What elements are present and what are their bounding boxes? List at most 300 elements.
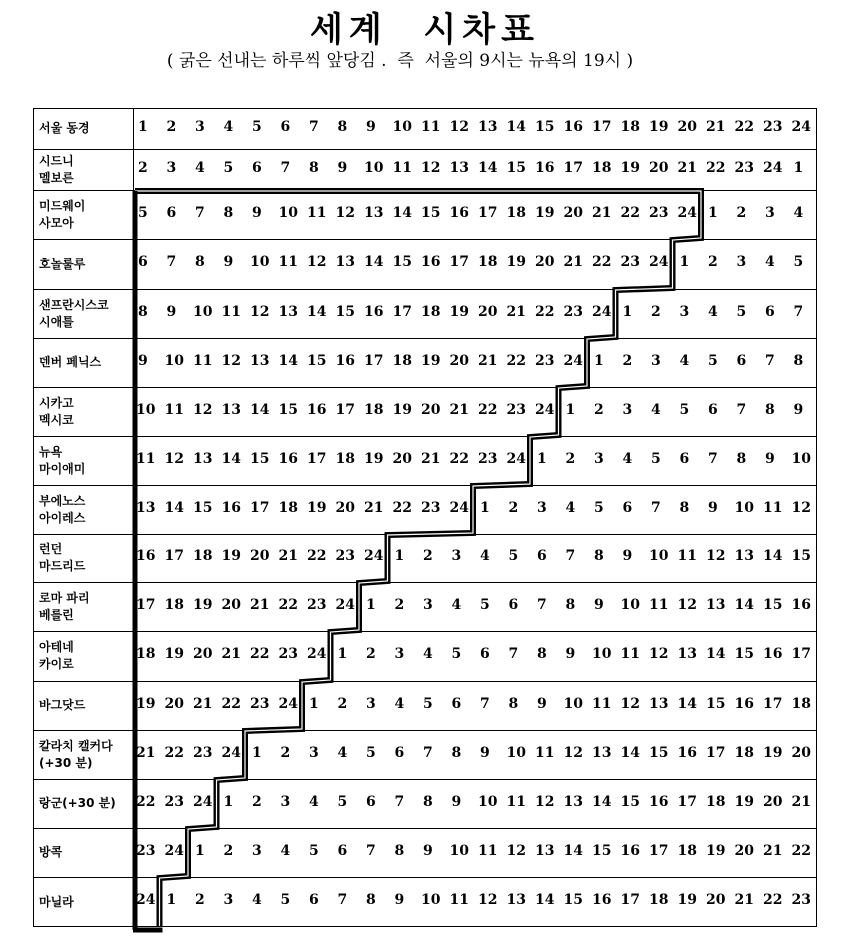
hour-cell: 1: [565, 401, 576, 418]
hour-cell: 8: [337, 118, 348, 135]
hour-cell: 22: [136, 793, 156, 810]
hour-cell: 11: [193, 352, 213, 369]
hour-cell: 7: [423, 744, 433, 761]
hour-cell: 12: [478, 892, 498, 908]
hour-cell: 16: [734, 695, 754, 712]
hour-cell: 18: [677, 842, 697, 859]
hour-cell: 6: [508, 596, 519, 613]
hour-cell: 18: [734, 744, 754, 761]
hour-cell: 9: [594, 596, 604, 613]
hour-cell: 3: [537, 499, 547, 516]
hour-cell: 14: [620, 744, 640, 761]
city-label-line: 로마 파리: [39, 590, 90, 605]
hour-cell: 20: [535, 254, 555, 270]
hour-cell: 20: [392, 450, 412, 467]
hour-cell: 5: [708, 352, 718, 369]
hour-cell: 13: [136, 499, 156, 516]
hour-cell: 6: [622, 499, 633, 516]
hour-cell: 15: [278, 401, 298, 418]
hour-cell: 15: [535, 118, 555, 135]
hour-cell: 8: [394, 842, 405, 859]
hour-cell: 2: [252, 793, 262, 810]
hour-cell: 16: [221, 499, 241, 516]
hour-cell: 11: [677, 548, 697, 564]
hour-cell: 6: [708, 401, 718, 418]
hour-cell: 3: [280, 793, 291, 810]
hour-cell: 19: [535, 204, 555, 221]
hour-cell: 17: [449, 254, 469, 270]
hour-cell: 3: [223, 892, 234, 908]
hour-cell: 6: [337, 842, 348, 859]
hour-cell: 4: [337, 744, 348, 761]
city-label-line: 덴버 페닉스: [39, 355, 102, 369]
hour-cell: 2: [736, 204, 747, 221]
hour-cell: 12: [307, 254, 327, 270]
hour-cell: 9: [252, 204, 262, 221]
hour-cell: 13: [449, 159, 469, 176]
hour-cell: 13: [592, 744, 612, 761]
hour-cell: 19: [620, 159, 640, 176]
hour-cell: 17: [763, 695, 783, 712]
hour-cell: 24: [677, 204, 697, 221]
hour-cell: 3: [195, 118, 205, 135]
hour-cell: 13: [250, 352, 270, 369]
hour-cell: 11: [307, 204, 327, 221]
hour-cell: 8: [565, 596, 576, 613]
city-label: [39, 354, 101, 371]
city-label-line: 베를린: [39, 607, 74, 622]
hour-cell: 21: [677, 159, 697, 176]
hour-cell: 23: [136, 842, 156, 859]
page-subtitle: ( 굵은 선내는 하루씩 앞당김 . 즉 서울의 9시는 뉴욕의 19시 ): [166, 51, 634, 71]
hour-cell: 5: [736, 303, 747, 320]
hour-cell: 2: [166, 118, 177, 135]
hour-cell: 10: [620, 596, 640, 613]
hour-cell: 14: [478, 159, 498, 176]
hour-cell: 14: [392, 204, 412, 221]
hour-cell: 21: [478, 352, 498, 369]
hour-cell: 1: [537, 450, 547, 467]
hour-cell: 14: [278, 352, 298, 369]
hour-cell: 16: [563, 118, 583, 135]
hour-cell: 1: [708, 204, 718, 221]
hour-cell: 20: [734, 842, 754, 859]
hour-cell: 19: [506, 254, 526, 270]
city-label: [39, 395, 74, 429]
hour-cell: 5: [309, 842, 319, 859]
hour-cell: 11: [506, 793, 526, 810]
hour-cell: 17: [620, 892, 640, 908]
hour-cell: 23: [164, 793, 184, 810]
hour-cell: 22: [307, 548, 327, 564]
hour-cell: 20: [449, 352, 469, 369]
hour-cell: 15: [763, 596, 783, 613]
hour-cell: 5: [223, 159, 234, 176]
hour-cell: 21: [250, 596, 270, 613]
hour-cell: 5: [252, 118, 262, 135]
hour-cell: 3: [366, 695, 376, 712]
hour-cell: 2: [565, 450, 576, 467]
hour-cell: 5: [480, 596, 490, 613]
city-label-line: 호놀룰루: [39, 256, 86, 271]
hour-cell: 1: [793, 159, 804, 176]
hour-cell: 16: [449, 204, 469, 221]
hour-cell: 7: [280, 159, 291, 176]
hour-cell: 16: [421, 254, 441, 270]
hour-cell: 10: [478, 793, 498, 810]
hour-cell: 4: [651, 401, 661, 418]
city-label: [39, 795, 116, 812]
hour-cell: 5: [451, 646, 462, 662]
hour-cell: 14: [734, 596, 754, 613]
page-title: 세계 시차표: [310, 10, 540, 50]
hour-cell: 8: [679, 499, 690, 516]
hour-cell: 15: [791, 548, 811, 564]
hour-cell: 2: [366, 646, 376, 662]
hour-cell: 22: [164, 744, 184, 761]
hour-cell: 17: [478, 204, 498, 221]
hour-cell: 3: [394, 646, 405, 662]
hour-cell: 8: [594, 548, 604, 564]
hour-cell: 22: [734, 118, 754, 135]
hour-cell: 9: [138, 352, 148, 369]
hour-cell: 24: [221, 744, 241, 761]
hour-cell: 15: [506, 159, 526, 176]
hour-cell: 20: [193, 646, 213, 662]
city-label: [39, 738, 113, 772]
hour-cell: 9: [765, 450, 775, 467]
hour-cell: 18: [136, 646, 156, 662]
hour-cell: 7: [765, 352, 775, 369]
hour-cell: 4: [622, 450, 633, 467]
hour-cell: 18: [620, 118, 640, 135]
hour-cell: 22: [592, 254, 612, 270]
hour-cell: 9: [366, 118, 376, 135]
city-label-line: 바그닷드: [39, 698, 86, 712]
hour-cell: 18: [364, 401, 384, 418]
hour-cell: 21: [136, 744, 156, 761]
city-label-line: 랑군(+30 분): [39, 796, 116, 810]
hour-cell: 6: [252, 159, 262, 176]
hour-cell: 14: [164, 499, 184, 516]
hour-cell: 21: [449, 401, 469, 418]
hour-cell: 4: [480, 548, 490, 564]
hour-cell: 24: [164, 842, 184, 859]
hour-cell: 21: [506, 303, 526, 320]
city-label-line: 카이로: [39, 657, 74, 671]
hour-cell: 23: [563, 303, 583, 320]
hour-cell: 18: [649, 892, 669, 908]
hour-cell: 17: [136, 596, 156, 613]
hour-cell: 24: [335, 596, 355, 613]
hour-cell: 6: [679, 450, 690, 467]
hour-cell: 24: [649, 254, 669, 270]
city-label: [39, 444, 85, 478]
hour-cell: 21: [592, 204, 612, 221]
hour-cell: 12: [506, 842, 526, 859]
city-label-line: 멜보른: [39, 170, 74, 185]
hour-cell: 24: [592, 303, 612, 320]
hour-cell: 10: [278, 204, 298, 221]
city-label: [39, 894, 74, 911]
hour-cell: 6: [366, 793, 376, 810]
hour-cell: 1: [679, 254, 690, 270]
city-label-line: 샌프란시스코: [39, 297, 109, 312]
hour-cell: 9: [480, 744, 490, 761]
hour-cell: 16: [649, 793, 669, 810]
hour-cell: 23: [278, 646, 298, 662]
hour-cell: 21: [421, 450, 441, 467]
hour-cell: 19: [307, 499, 327, 516]
hour-cell: 3: [451, 548, 462, 564]
hour-cell: 24: [791, 118, 811, 135]
hour-cell: 15: [649, 744, 669, 761]
hour-cell: 18: [506, 204, 526, 221]
hour-cell: 19: [136, 695, 156, 712]
city-label-line: 아테네: [39, 640, 74, 654]
hour-cell: 5: [138, 204, 148, 221]
hour-cell: 9: [451, 793, 462, 810]
hour-cell: 3: [651, 352, 661, 369]
hour-cell: 7: [736, 401, 747, 418]
hour-cell: 23: [506, 401, 526, 418]
hour-cell: 10: [164, 352, 184, 369]
hour-cell: 6: [480, 646, 490, 662]
hour-cell: 19: [706, 842, 726, 859]
hour-cell: 4: [280, 842, 291, 859]
city-label: [39, 153, 74, 187]
hour-cell: 4: [252, 892, 262, 908]
hour-cell: 6: [166, 204, 177, 221]
hour-cell: 18: [706, 793, 726, 810]
hour-cell: 11: [164, 401, 184, 418]
hour-cell: 22: [763, 892, 783, 908]
hour-cell: 22: [706, 159, 726, 176]
hour-cell: 3: [309, 744, 319, 761]
hour-cell: 19: [677, 892, 697, 908]
hour-cell: 5: [423, 695, 433, 712]
hour-cell: 9: [337, 159, 348, 176]
city-label-line: 칼라치 캘커다: [39, 738, 113, 753]
hour-cell: 3: [679, 303, 690, 320]
hour-cell: 12: [449, 118, 469, 135]
hour-cell: 22: [535, 303, 555, 320]
hour-cell: 15: [307, 352, 327, 369]
hour-cell: 13: [734, 548, 754, 564]
hour-cell: 13: [535, 842, 555, 859]
hour-cell: 2: [622, 352, 633, 369]
hour-cell: 4: [565, 499, 576, 516]
hour-cell: 13: [335, 254, 355, 270]
hour-cell: 22: [478, 401, 498, 418]
hour-cell: 14: [364, 254, 384, 270]
city-label-line: 멕시코: [39, 412, 74, 427]
city-label: [39, 590, 90, 624]
hour-cell: 23: [193, 744, 213, 761]
hour-cell: 18: [392, 352, 412, 369]
hour-cell: 21: [734, 892, 754, 908]
hour-cell: 1: [223, 793, 234, 810]
hour-cell: 4: [309, 793, 319, 810]
hour-cell: 8: [508, 695, 519, 712]
hour-cell: 19: [193, 596, 213, 613]
hour-cell: 21: [278, 548, 298, 564]
hour-cell: 17: [307, 450, 327, 467]
hour-cell: 21: [791, 793, 811, 810]
hour-cell: 9: [423, 842, 433, 859]
city-label: [39, 493, 85, 527]
hour-cell: 21: [221, 646, 241, 662]
hour-cell: 9: [537, 695, 547, 712]
city-label-line: (+30 분): [39, 755, 93, 770]
hour-cell: 12: [164, 450, 184, 467]
hour-cell: 23: [478, 450, 498, 467]
hour-cell: 5: [793, 254, 804, 270]
city-label: [39, 120, 90, 137]
hour-cell: 11: [392, 159, 412, 176]
hour-cell: 12: [221, 352, 241, 369]
hour-cell: 9: [622, 548, 633, 564]
hour-cell: 24: [563, 352, 583, 369]
hour-cell: 5: [651, 450, 661, 467]
hour-cell: 19: [164, 646, 184, 662]
hour-cell: 5: [679, 401, 690, 418]
hour-cell: 15: [193, 499, 213, 516]
hour-cell: 24: [364, 548, 384, 564]
hour-cell: 8: [309, 159, 319, 176]
hour-cell: 8: [195, 254, 205, 270]
hour-cell: 2: [337, 695, 348, 712]
hour-cell: 12: [563, 744, 583, 761]
hour-cell: 11: [221, 303, 241, 320]
hour-cell: 20: [250, 548, 270, 564]
hour-cell: 23: [791, 892, 811, 908]
hour-cell: 6: [765, 303, 775, 320]
hour-cell: 7: [195, 204, 205, 221]
hour-cell: 16: [307, 401, 327, 418]
hour-cell: 16: [677, 744, 697, 761]
hour-cell: 12: [193, 401, 213, 418]
hour-cell: 20: [221, 596, 241, 613]
hour-cell: 7: [394, 793, 405, 810]
hour-cell: 12: [649, 646, 669, 662]
hour-cell: 14: [307, 303, 327, 320]
hour-cell: 11: [421, 118, 441, 135]
hour-cell: 17: [677, 793, 697, 810]
hour-cell: 9: [708, 499, 718, 516]
hour-cell: 20: [677, 118, 697, 135]
hour-cell: 12: [535, 793, 555, 810]
hour-cell: 3: [166, 159, 177, 176]
hour-cell: 2: [280, 744, 291, 761]
hour-cell: 3: [252, 842, 262, 859]
hour-cell: 6: [394, 744, 405, 761]
hour-cell: 7: [651, 499, 661, 516]
city-label-line: 사모아: [39, 215, 74, 230]
hour-cell: 17: [392, 303, 412, 320]
hour-cell: 17: [164, 548, 184, 564]
hour-cell: 6: [451, 695, 462, 712]
hour-cell: 4: [708, 303, 718, 320]
hour-cell: 16: [592, 892, 612, 908]
city-label: [39, 297, 109, 331]
hour-cell: 8: [736, 450, 747, 467]
hour-cell: 24: [763, 159, 783, 176]
hour-cell: 5: [594, 499, 604, 516]
hour-cell: 10: [421, 892, 441, 908]
hour-cell: 24: [193, 793, 213, 810]
hour-cell: 7: [309, 118, 319, 135]
hour-cell: 2: [508, 499, 519, 516]
hour-cell: 2: [594, 401, 604, 418]
hour-cell: 24: [449, 499, 469, 516]
hour-cell: 19: [392, 401, 412, 418]
hour-cell: 15: [592, 842, 612, 859]
hour-cell: 15: [563, 892, 583, 908]
hour-cell: 14: [763, 548, 783, 564]
hour-cell: 7: [366, 842, 376, 859]
hour-cell: 2: [708, 254, 718, 270]
hour-cell: 1: [480, 499, 490, 516]
hour-cell: 15: [392, 254, 412, 270]
hour-cell: 14: [535, 892, 555, 908]
hour-cell: 21: [364, 499, 384, 516]
hour-cell: 22: [449, 450, 469, 467]
hour-cell: 1: [337, 646, 348, 662]
hour-cell: 13: [677, 646, 697, 662]
hour-cell: 20: [478, 303, 498, 320]
hour-cell: 15: [250, 450, 270, 467]
hour-cell: 23: [307, 596, 327, 613]
hour-cell: 13: [649, 695, 669, 712]
hour-cell: 8: [138, 303, 148, 320]
hour-cell: 20: [563, 204, 583, 221]
hour-cell: 23: [734, 159, 754, 176]
hour-cell: 2: [223, 842, 234, 859]
hour-cell: 23: [421, 499, 441, 516]
city-label: [39, 198, 85, 232]
hour-cell: 1: [195, 842, 205, 859]
city-label-line: 방콕: [39, 845, 63, 859]
hour-cell: 15: [335, 303, 355, 320]
hour-cell: 13: [478, 118, 498, 135]
hour-cell: 1: [622, 303, 633, 320]
hour-cell: 8: [451, 744, 462, 761]
hour-cell: 10: [734, 499, 754, 516]
hour-cell: 4: [223, 118, 234, 135]
hour-cell: 11: [649, 596, 669, 613]
hour-cell: 8: [765, 401, 775, 418]
city-label: [39, 639, 74, 673]
hour-cell: 21: [706, 118, 726, 135]
hour-cell: 19: [421, 352, 441, 369]
hour-cell: 7: [708, 450, 718, 467]
hour-cell: 10: [392, 118, 412, 135]
hour-cell: 11: [763, 499, 783, 516]
hour-cell: 23: [335, 548, 355, 564]
hour-cell: 11: [592, 695, 612, 712]
hour-cell: 4: [394, 695, 405, 712]
hour-cell: 18: [791, 695, 811, 712]
hour-cell: 10: [250, 254, 270, 270]
hour-cell: 12: [677, 596, 697, 613]
hour-cell: 1: [252, 744, 262, 761]
hour-cell: 11: [620, 646, 640, 662]
hour-cell: 4: [195, 159, 205, 176]
hour-cell: 12: [706, 548, 726, 564]
hour-cell: 23: [620, 254, 640, 270]
hour-cell: 9: [394, 892, 405, 908]
